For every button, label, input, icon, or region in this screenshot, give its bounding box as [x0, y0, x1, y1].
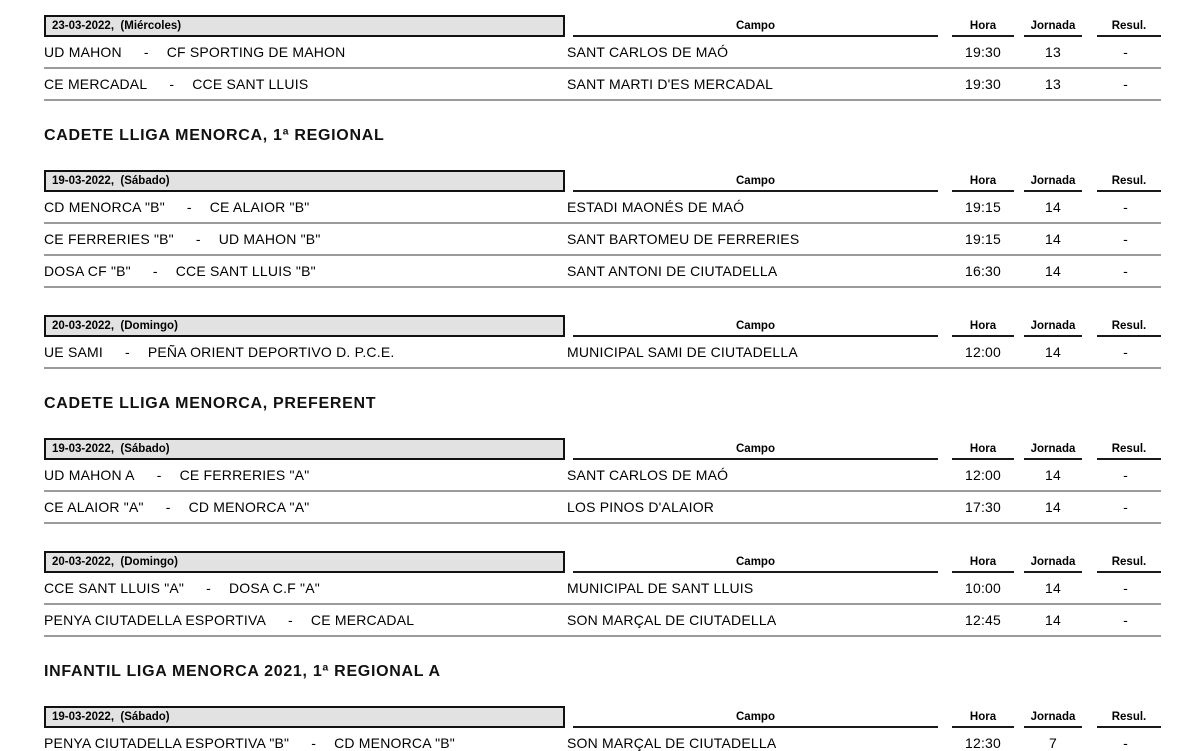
vs-separator: - — [288, 612, 293, 628]
away-team: CE ALAIOR "B" — [209, 199, 310, 215]
away-team: UD MAHON "B" — [218, 231, 321, 247]
kickoff-time: 19:15 — [964, 199, 1002, 215]
vs-separator: - — [165, 499, 171, 515]
table-header-row — [44, 169, 1161, 192]
kickoff-time: 12:45 — [964, 612, 1002, 628]
vs-separator: - — [143, 44, 149, 60]
column-header-resul: Resul. — [1097, 20, 1161, 37]
matchday-number: 14 — [1045, 467, 1061, 483]
home-team: CE MERCADAL — [44, 76, 148, 92]
date-header: 19-03-2022, (Sábado) — [44, 170, 565, 192]
match-teams — [44, 231, 565, 247]
away-team: CD MENORCA "B" — [334, 735, 455, 751]
kickoff-time: 12:00 — [964, 467, 1002, 483]
column-header-campo: Campo — [573, 20, 938, 37]
result-value: - — [1123, 580, 1128, 596]
league-heading: INFANTIL LIGA MENORCA 2021, 1ª REGIONAL A — [44, 663, 441, 680]
match-teams — [44, 580, 565, 596]
column-header-campo: Campo — [573, 175, 938, 192]
result-value: - — [1123, 44, 1128, 60]
column-header-hora: Hora — [952, 20, 1014, 37]
venue: MUNICIPAL DE SANT LLUIS — [567, 580, 754, 596]
vs-separator: - — [156, 467, 162, 483]
venue: SON MARÇAL DE CIUTADELLA — [567, 612, 777, 628]
column-header-jornada: Jornada — [1024, 320, 1082, 337]
fixture-row — [44, 605, 1161, 637]
away-team: CE FERRERIES "A" — [179, 467, 310, 483]
result-value: - — [1123, 231, 1128, 247]
result-value: - — [1123, 735, 1128, 751]
date-header: 23-03-2022, (Miércoles) — [44, 15, 565, 37]
result-value: - — [1123, 199, 1128, 215]
away-team: PEÑA ORIENT DEPORTIVO D. P.C.E. — [147, 344, 395, 360]
away-team: DOSA C.F "A" — [228, 580, 320, 596]
kickoff-time: 12:00 — [964, 344, 1002, 360]
kickoff-time: 19:30 — [964, 76, 1002, 92]
result-value: - — [1123, 263, 1128, 279]
away-team: CE MERCADAL — [310, 612, 415, 628]
vs-separator: - — [206, 580, 211, 596]
fixture-row — [44, 256, 1161, 288]
league-heading: CADETE LLIGA MENORCA, 1ª REGIONAL — [44, 127, 385, 144]
home-team: DOSA CF "B" — [44, 263, 131, 279]
home-team: CD MENORCA "B" — [44, 199, 165, 215]
vs-separator: - — [186, 199, 192, 215]
vs-separator: - — [152, 263, 158, 279]
fixture-table — [44, 169, 1161, 288]
fixture-table — [44, 437, 1161, 524]
match-teams — [44, 263, 565, 279]
vs-separator: - — [169, 76, 175, 92]
table-header-row — [44, 437, 1161, 460]
column-header-resul: Resul. — [1097, 711, 1161, 728]
home-team: PENYA CIUTADELLA ESPORTIVA — [44, 612, 267, 628]
venue: MUNICIPAL SAMI DE CIUTADELLA — [567, 344, 798, 360]
result-value: - — [1123, 467, 1128, 483]
fixture-row — [44, 460, 1161, 492]
result-value: - — [1123, 76, 1128, 92]
vs-separator: - — [195, 231, 201, 247]
kickoff-time: 19:30 — [964, 44, 1002, 60]
matchday-number: 14 — [1045, 344, 1061, 360]
column-header-jornada: Jornada — [1024, 711, 1082, 728]
kickoff-time: 10:00 — [964, 580, 1002, 596]
match-teams — [44, 612, 565, 628]
table-header-row — [44, 14, 1161, 37]
match-teams — [44, 467, 565, 483]
fixture-row — [44, 728, 1161, 751]
fixture-row — [44, 192, 1161, 224]
home-team: PENYA CIUTADELLA ESPORTIVA "B" — [44, 735, 290, 751]
matchday-number: 13 — [1045, 44, 1061, 60]
venue: SANT CARLOS DE MAÓ — [567, 467, 729, 483]
matchday-number: 14 — [1045, 231, 1061, 247]
matchday-number: 7 — [1049, 735, 1057, 751]
home-team: CCE SANT LLUIS "A" — [44, 580, 185, 596]
vs-separator: - — [124, 344, 130, 360]
fixture-table — [44, 705, 1161, 751]
column-header-jornada: Jornada — [1024, 20, 1082, 37]
fixture-row — [44, 69, 1161, 101]
result-value: - — [1123, 612, 1128, 628]
column-header-campo: Campo — [573, 556, 938, 573]
fixture-table — [44, 550, 1161, 637]
column-header-hora: Hora — [952, 175, 1014, 192]
home-team: CE FERRERIES "B" — [44, 231, 174, 247]
column-header-hora: Hora — [952, 556, 1014, 573]
column-header-resul: Resul. — [1097, 443, 1161, 460]
table-header-row — [44, 550, 1161, 573]
venue: SANT MARTI D'ES MERCADAL — [567, 76, 774, 92]
column-header-jornada: Jornada — [1024, 556, 1082, 573]
column-header-resul: Resul. — [1097, 175, 1161, 192]
venue: SANT ANTONI DE CIUTADELLA — [567, 263, 778, 279]
result-value: - — [1123, 344, 1128, 360]
away-team: CCE SANT LLUIS "B" — [175, 263, 316, 279]
date-header: 19-03-2022, (Sábado) — [44, 706, 565, 728]
column-header-campo: Campo — [573, 443, 938, 460]
fixture-row — [44, 573, 1161, 605]
table-header-row — [44, 314, 1161, 337]
kickoff-time: 17:30 — [964, 499, 1002, 515]
date-header: 20-03-2022, (Domingo) — [44, 315, 565, 337]
column-header-campo: Campo — [573, 320, 938, 337]
fixture-table — [44, 14, 1161, 101]
column-header-resul: Resul. — [1097, 320, 1161, 337]
column-header-jornada: Jornada — [1024, 443, 1082, 460]
venue: SANT CARLOS DE MAÓ — [567, 44, 729, 60]
away-team: CF SPORTING DE MAHON — [166, 44, 346, 60]
matchday-number: 14 — [1045, 199, 1061, 215]
matchday-number: 14 — [1045, 612, 1061, 628]
fixture-row — [44, 337, 1161, 369]
away-team: CD MENORCA "A" — [188, 499, 310, 515]
venue: LOS PINOS D'ALAIOR — [567, 499, 715, 515]
match-teams — [44, 199, 565, 215]
league-heading: CADETE LLIGA MENORCA, PREFERENT — [44, 395, 377, 412]
matchday-number: 14 — [1045, 263, 1061, 279]
fixture-row — [44, 492, 1161, 524]
matchday-number: 14 — [1045, 580, 1061, 596]
home-team: UE SAMI — [44, 344, 103, 360]
result-value: - — [1123, 499, 1128, 515]
home-team: CE ALAIOR "A" — [44, 499, 144, 515]
vs-separator: - — [311, 735, 317, 751]
column-header-hora: Hora — [952, 443, 1014, 460]
column-header-hora: Hora — [952, 320, 1014, 337]
venue: SON MARÇAL DE CIUTADELLA — [567, 735, 777, 751]
date-header: 20-03-2022, (Domingo) — [44, 551, 565, 573]
home-team: UD MAHON — [44, 44, 122, 60]
away-team: CCE SANT LLUIS — [192, 76, 309, 92]
fixture-row — [44, 224, 1161, 256]
fixture-row — [44, 37, 1161, 69]
kickoff-time: 12:30 — [964, 735, 1002, 751]
column-header-hora: Hora — [952, 711, 1014, 728]
fixture-table — [44, 314, 1161, 369]
match-teams — [44, 44, 565, 60]
matchday-number: 13 — [1045, 76, 1061, 92]
kickoff-time: 19:15 — [964, 231, 1002, 247]
column-header-campo: Campo — [573, 711, 938, 728]
match-teams — [44, 735, 565, 751]
matchday-number: 14 — [1045, 499, 1061, 515]
table-header-row — [44, 705, 1161, 728]
kickoff-time: 16:30 — [964, 263, 1002, 279]
date-header: 19-03-2022, (Sábado) — [44, 438, 565, 460]
venue: SANT BARTOMEU DE FERRERIES — [567, 231, 800, 247]
match-teams — [44, 76, 565, 92]
home-team: UD MAHON A — [44, 467, 135, 483]
match-teams — [44, 344, 565, 360]
column-header-resul: Resul. — [1097, 556, 1161, 573]
match-teams — [44, 499, 565, 515]
column-header-jornada: Jornada — [1024, 175, 1082, 192]
venue: ESTADI MAONÉS DE MAÓ — [567, 199, 745, 215]
